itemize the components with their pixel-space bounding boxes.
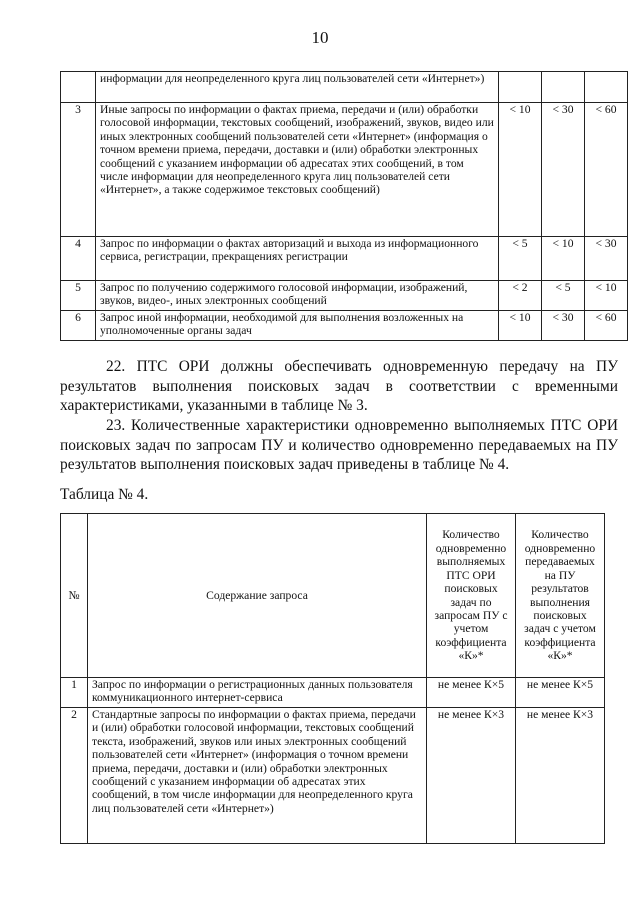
table-3-continuation [60,71,628,341]
header-number: № [61,514,88,678]
paragraph-23 [60,416,618,475]
time-value-3: < 60 [585,103,628,237]
row-number: 1 [61,678,88,708]
request-text: Иные запросы по информации о фактах приема, передачи и (или) обработки голосовой информации, текстовых сообщений, изображений, звуков, видео или иных электронных сообщений пользователей сети «Интернет» (информация о точном времени приема, передачи, доставки и (или) обработки электронных сообщений с указанием информации об адресатах этих сообщений, в том числе информации для неопределенного круга лиц пользователей сети «Интернет», а также содержимое текстовых сообщений) [96,103,499,237]
time-value-3: < 30 [585,237,628,281]
row-number: 5 [61,281,96,311]
request-text: информации для неопределенного круга лиц пользователей сети «Интернет») [96,72,499,103]
page-number: 10 [311,28,329,47]
header-col-2: Количество одновременно передаваемых на ПУ результатов выполнения поисковых задач с учетом коэффициента «К»* [516,514,605,678]
time-value-3: < 10 [585,281,628,311]
time-value-3: < 60 [585,311,628,341]
table-row [61,708,605,844]
value-col-2: не менее К×3 [516,708,605,844]
request-text: Запрос по получению содержимого голосовой информации, изображений, звуков, видео-, иных электронных сообщений [96,281,499,311]
table-row [61,678,605,708]
time-value-1: < 5 [499,237,542,281]
row-number: 4 [61,237,96,281]
time-value-1 [499,72,542,103]
header-col-1: Количество одновременно выполняемых ПТС ОРИ поисковых задач по запросам ПУ с учетом коэффициента «К»* [427,514,516,678]
table-row [61,237,628,281]
time-value-2: < 10 [542,237,585,281]
table-row [61,311,628,341]
request-text: Запрос иной информации, необходимой для выполнения возложенных на уполномоченные органы задач [96,311,499,341]
header-content: Содержание запроса [88,514,427,678]
paragraph-22-text: 22. ПТС ОРИ должны обеспечивать одновременную передачу на ПУ результатов выполнения поисковых задач в соответствии с временными характеристиками, указанными в таблице № 3. [60,358,618,415]
request-text: Запрос по информации о фактах авторизаций и выхода из информационного сервиса, регистрации, прекращениях регистрации [96,237,499,281]
time-value-1: < 10 [499,103,542,237]
table-4 [60,513,605,844]
row-number [61,72,96,103]
time-value-2: < 30 [542,311,585,341]
time-value-1: < 10 [499,311,542,341]
time-value-2: < 30 [542,103,585,237]
value-col-1: не менее К×3 [427,708,516,844]
row-number: 6 [61,311,96,341]
value-col-1: не менее К×5 [427,678,516,708]
value-col-2: не менее К×5 [516,678,605,708]
table-row [61,281,628,311]
request-text: Стандартные запросы по информации о фактах приема, передачи и (или) обработки голосовой информации, текстовых сообщений текста, изображений, звуков или иных электронных сообщений пользователей сети «Интернет» (информация о точном времени приема, передачи, доставки и (или) обработки электронных сообщений с указанием информации об адресатах этих сообщений, в том числе информации для неопределенного круга лиц пользователей сети «Интернет») [88,708,427,844]
time-value-3 [585,72,628,103]
table-header-row [61,514,605,678]
paragraph-22 [60,357,618,416]
row-number: 3 [61,103,96,237]
time-value-2 [542,72,585,103]
request-text: Запрос по информации о регистрационных данных пользователя коммуникационного интернет-сервиса [88,678,427,708]
time-value-1: < 2 [499,281,542,311]
table-row [61,103,628,237]
table-row [61,72,628,103]
row-number: 2 [61,708,88,844]
paragraph-23-text: 23. Количественные характеристики одновременно выполняемых ПТС ОРИ поисковых задач по запросам ПУ и количество одновременно передаваемых на ПУ результатов выполнения поисковых задач приведены в таблице № 4. [60,417,618,474]
table-4-caption: Таблица № 4. [60,486,149,503]
time-value-2: < 5 [542,281,585,311]
